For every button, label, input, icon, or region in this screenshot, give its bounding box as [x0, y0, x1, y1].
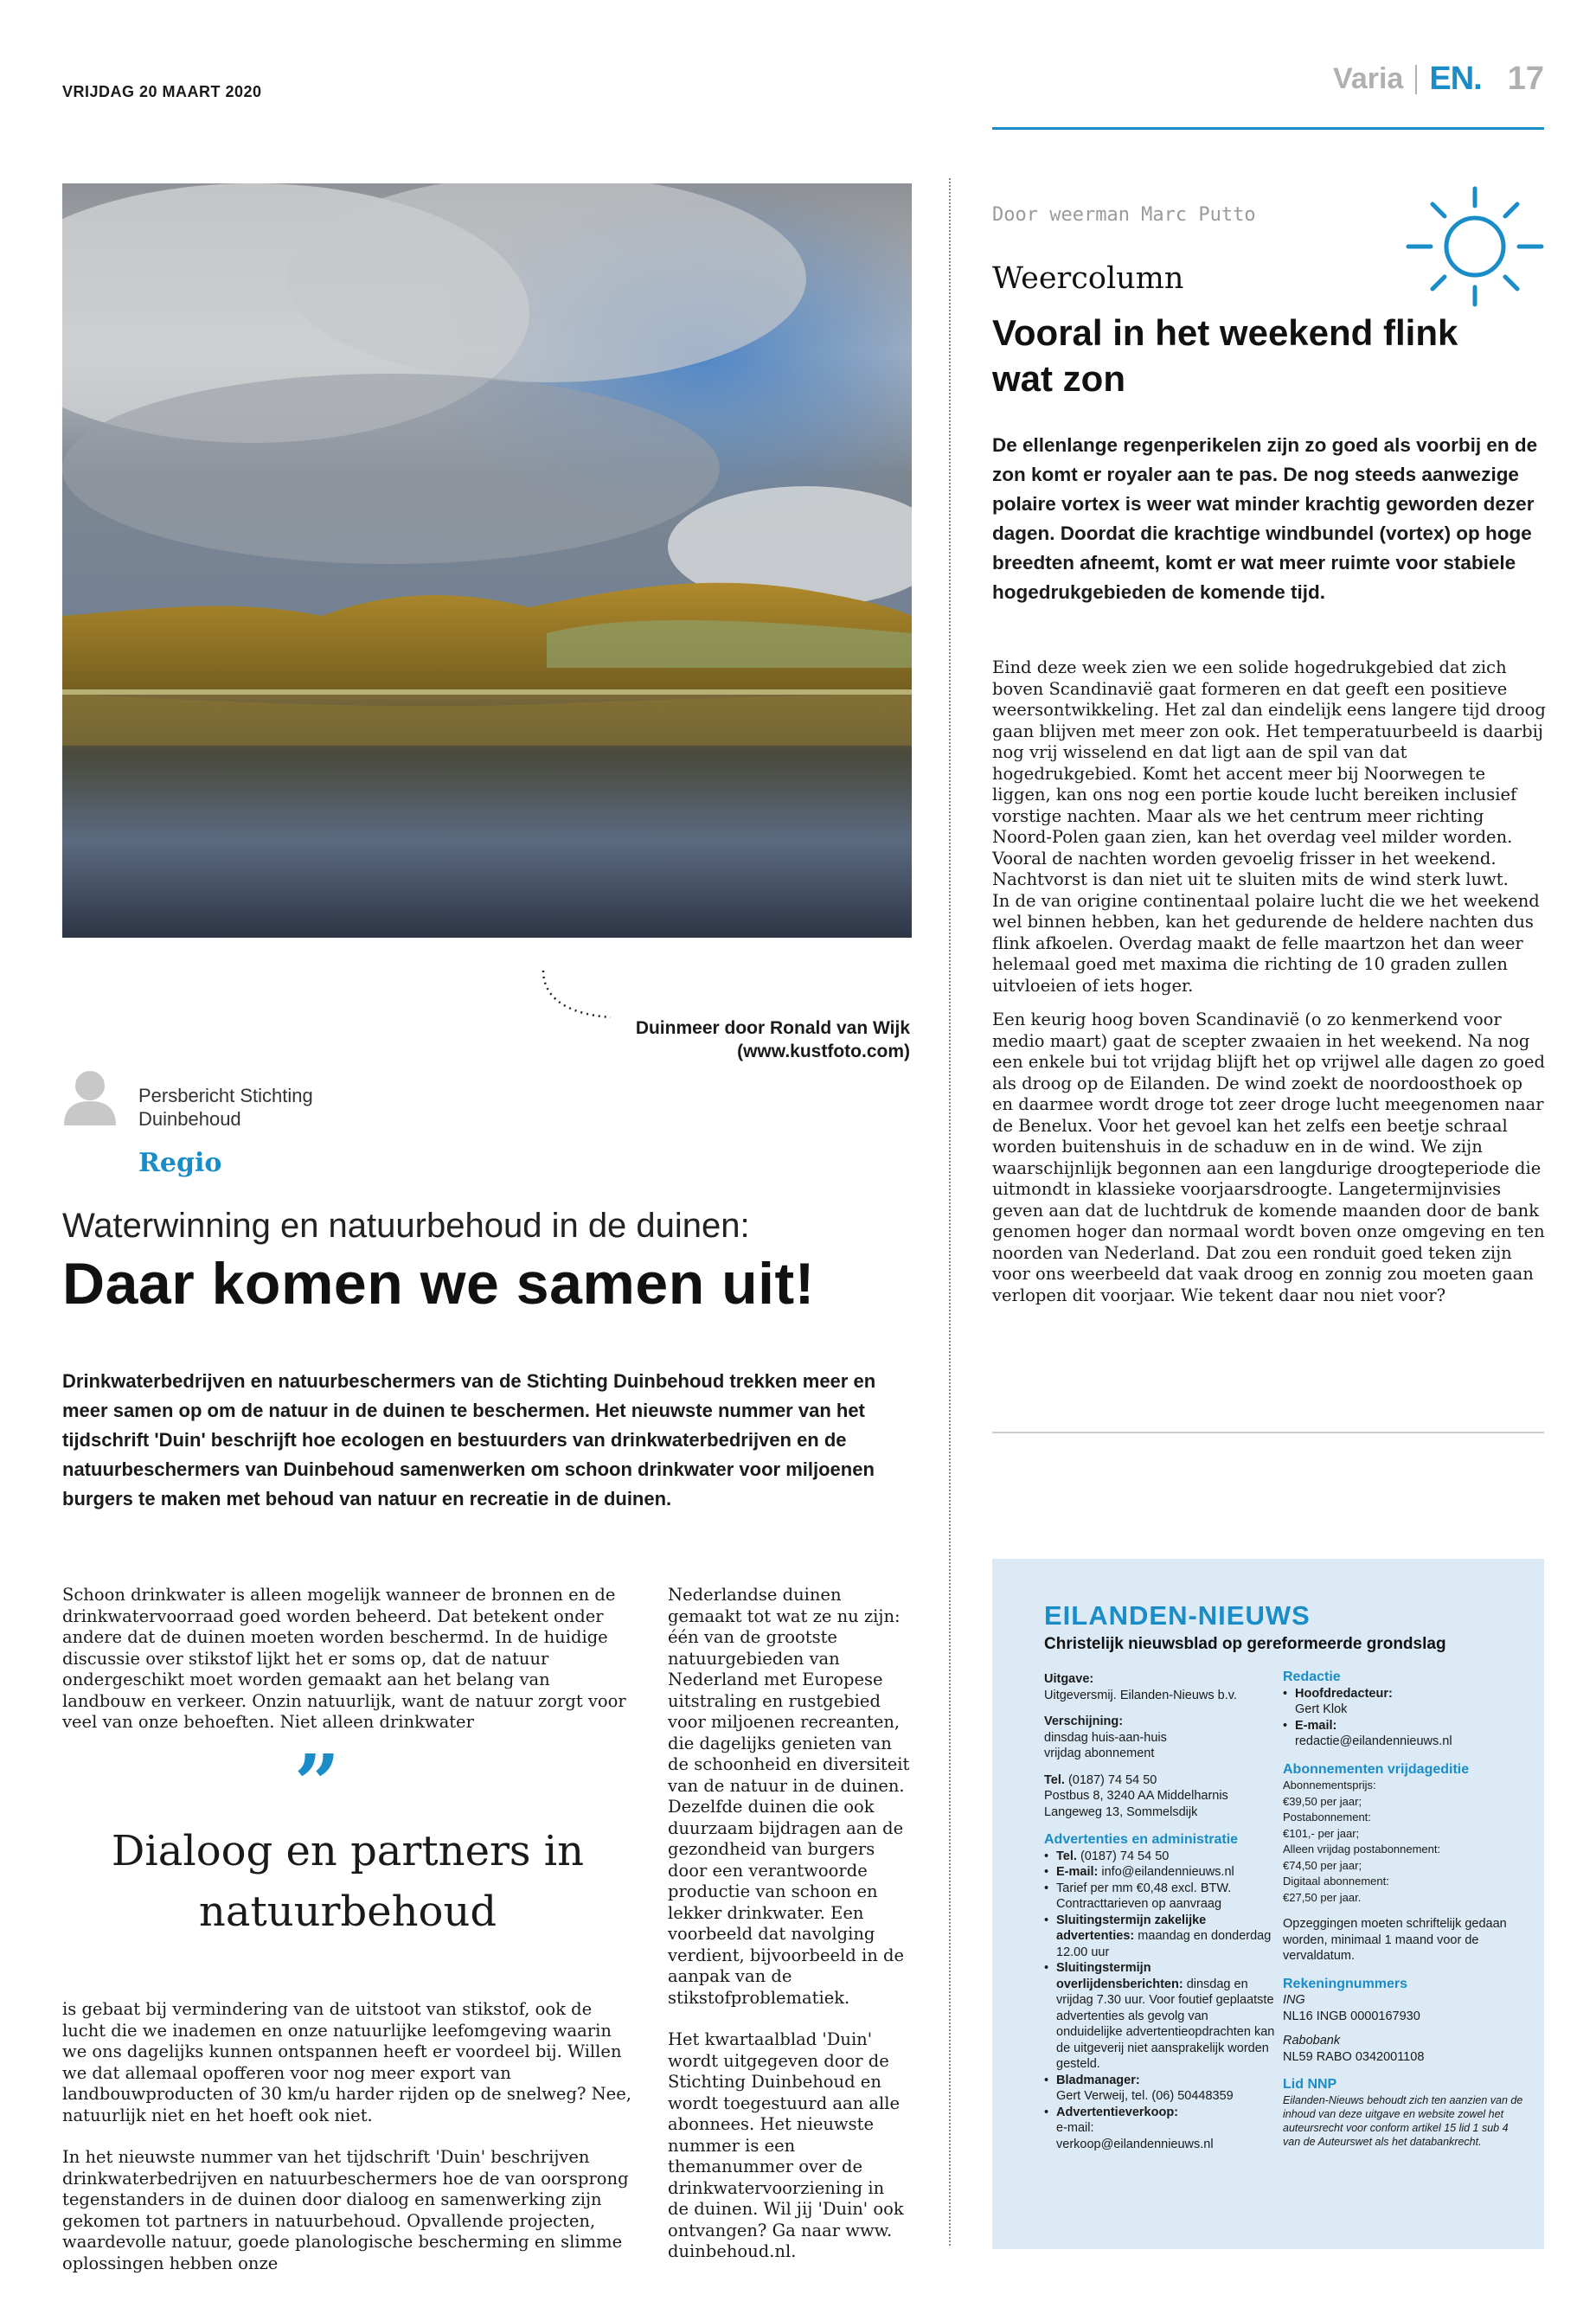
article-column-1-top [62, 1585, 633, 1754]
dune-lake-photo [62, 183, 912, 938]
weather-column-label: Weercolumn [992, 261, 1184, 296]
issue-date: VRIJDAG 20 MAART 2020 [62, 83, 262, 100]
adv-sluit-ov-label: Sluitingstermijn overlijdensberichten: [1056, 1961, 1183, 1991]
author-avatar [62, 1068, 118, 1129]
caption-arrow [536, 969, 614, 1024]
abo-label: Postabonnement: [1283, 1811, 1371, 1823]
uitgave-label: Uitgave: [1044, 1672, 1094, 1686]
abo-value: €27,50 per jaar. [1283, 1890, 1362, 1904]
article-column-2 [668, 1585, 910, 2284]
nnp-text: Eilanden-Nieuws behoudt zich ten aanzien van de inhoud van deze uitgave en website zowel het auteursrecht voor conform artikel 15 lid 1 sub 4 van de Auteurswet als het databankrecht. [1283, 2093, 1523, 2148]
colophon-left [1044, 1671, 1278, 2152]
abo-label: Abonnementsprijs: [1283, 1779, 1376, 1791]
abo-value: €101,- per jaar; [1283, 1826, 1360, 1840]
photo-caption: Duinmeer door Ronald van Wijk (www.kustfoto.com) [635, 1018, 910, 1061]
address-line: Langeweg 13, Sommelsdijk [1044, 1804, 1198, 1819]
header-divider [1415, 65, 1417, 94]
rabo-number: NL59 RABO 0342001108 [1283, 2049, 1425, 2064]
adv-tel-label: Tel. [1056, 1849, 1077, 1863]
article-kicker: Waterwinning en natuurbehoud in de duinen: [62, 1207, 750, 1245]
weather-byline: Door weerman Marc Putto [992, 204, 1256, 226]
bladmanager-label: Bladmanager: [1056, 2073, 1140, 2087]
colophon-right [1283, 1670, 1525, 2149]
verkoop-email-link[interactable]: verkoop@eilandennieuws.nl [1056, 2137, 1214, 2151]
article-paragraph: Schoon drinkwater is alleen mogelijk wanneer de bronnen en de drinkwatervoorraad goed worden beheerd. Dat betekent onder andere dat de duinen moeten worden beschermd. In de huidige discussie over stikstof lijkt het er soms op, dat de natuur ondergeschikt moet worden gemaakt aan het belang van landbouw en verkeer. Onzin natuurlijk, want de natuur zorgt voor veel van onze behoeften. Niet alleen drinkwater [62, 1585, 626, 1732]
address-line: Postbus 8, 3240 AA Middelharnis [1044, 1789, 1228, 1803]
hoofdred-value: Gert Klok [1295, 1702, 1348, 1716]
abo-value: €74,50 per jaar; [1283, 1858, 1362, 1872]
verschijning-line: vrijdag abonnement [1044, 1747, 1155, 1760]
colophon-subtitle: Christelijk nieuwsblad op gereformeerde grondslag [1044, 1635, 1446, 1653]
tel-value: (0187) 74 54 50 [1067, 1772, 1157, 1787]
verkoop-label: Advertentieverkoop: [1056, 2105, 1179, 2119]
weather-headline: Vooral in het weekend flink wat zon [992, 312, 1458, 399]
ing-label: ING [1283, 1993, 1305, 2007]
hoofdred-label: Hoofdredacteur: [1295, 1686, 1393, 1701]
abo-label: Digitaal abonnement: [1283, 1875, 1389, 1888]
uitgave-value: Uitgeversmij. Eilanden-Nieuws b.v. [1044, 1688, 1237, 1702]
article-headline: Daar komen we samen uit! [62, 1251, 815, 1317]
adv-sluit-ov: dinsdag en vrijdag 7.30 uur. Voor foutief geplaatste advertenties als gevolg van onduidelijke advertentieopdrachten kan de uitgeverij niet aansprakelijk worden gesteld. [1056, 1977, 1275, 2071]
article-lead: Drinkwaterbedrijven en natuurbeschermers van de Stichting Duinbehoud trekken meer en meer samen op om de natuur in de duinen te beschermen. Het nieuwste nummer van het tijdschrift 'Duin' beschrijft hoe ecologen en bestuurders van drinkwaterbedrijven en de natuurbeschermers van Duinbehoud samenwerken om schoon drinkwater voor miljoenen burgers te maken met behoud van natuur en recreatie in de duinen. [62, 1370, 876, 1509]
weather-paragraph: In de van origine continentaal polaire lucht die we het weekend wel binnen hebben, kan het gedurende de heldere nachten dus flink afkoelen. Overdag maakt de felle maartzon het dan weer helemaal goed met maxima die richting de 10 graden zullen uitvloeien of iets hoger. [992, 890, 1540, 996]
weather-end-rule [992, 1432, 1544, 1433]
section-name: Varia [1333, 62, 1404, 95]
adv-email-link[interactable]: info@eilandennieuws.nl [1101, 1865, 1234, 1879]
adv-tel: (0187) 74 54 50 [1080, 1849, 1170, 1863]
article-paragraph: is gebaat bij vermindering van de uitstoot van stikstof, ook de lucht die we inademen en onze natuurlijke leefomgeving waarin we ons dagelijks kunnen ontspannen heeft er voordeel bij. Willen we dat allemaal opofferen voor nog meer export van landbouwproducten of 30 km/u harder rijden op de snelweg? Nee, natuurlijk niet en het hoeft ook niet. [62, 1999, 631, 2125]
article-paragraph: Nederlandse duinen gemaakt tot wat ze nu zijn: één van de grootste natuurgebieden van Nederland met Europese uitstraling en rustgebied voor miljoenen recreanten, die dagelijks genieten van de schoonheid en diversiteit van de natuur in de duinen. Dezelfde duinen die ook duurzaam bijdragen aan de gezondheid van burgers door een verantwoorde productie van schoon en lekker drinkwater. Een voorbeeld dat navolging verdient, bijvoorbeeld in de aanpak van de stikstofproblematiek. [668, 1585, 910, 2008]
article-column-1-bottom [62, 1999, 633, 2295]
page-header [1333, 61, 1544, 98]
page-number: 17 [1507, 61, 1544, 97]
tel-label: Tel. [1044, 1772, 1065, 1787]
adv-sluit-label: Sluitingstermijn zakelijke advertenties: [1056, 1913, 1207, 1943]
red-email-label: E-mail: [1295, 1718, 1337, 1733]
red-email-link[interactable]: redactie@eilandennieuws.nl [1295, 1734, 1452, 1748]
verschijning-label: Verschijning: [1044, 1715, 1124, 1728]
weather-paragraph: Eind deze week zien we een solide hogedrukgebied dat zich boven Scandinavië gaat formeren en dat geeft een positieve weersontwikkeling. Het zal dan eindelijk eens langere tijd droog gaan blijven met meer zon ook. Het temperatuurbeeld is daarbij nog vrij wisselend en dat ligt aan de spil van dat hogedrukgebied. Komt het accent meer bij Noorwegen te liggen, kan ons nog een portie koude lucht bereiken inclusief vorstige nachten. Maar als we het centrum meer richting Noord-Polen gaan zien, kan het overdag veel milder worden. Vooral de nachten worden gevoelig frisser in het weekend. Nachtvorst is dan niet uit te sluiten mits de wind sterk luwt. [992, 657, 1546, 889]
weather-body-1 [992, 657, 1546, 997]
abonnementen-heading: Abonnementen vrijdageditie [1283, 1761, 1470, 1777]
weather-paragraph: Een keurig hoog boven Scandinavië (o zo kenmerkend voor medio maart) gaat de scepter zwaaien in het weekend. Na nog een enkele bui tot vrijdag blijft het op vrijwel alle dagen zo goed als droog op de Eilanden. De wind zoekt de noordoosthoek op en daarmee wordt droge tot zeer droge lucht meegenomen naar de Benelux. Voor het gevoel kan het zelfs een beetje schraal worden buitenshuis in de schaduw en in de wind. We zijn waarschijnlijk begonnen aan een langdurige droogteperiode die uitmondt in klassieke voorjaarsdroogte. Langetermijnvisies geven aan dat de luchtdruk de komende maanden door de bank genomen hoger dan normaal wordt boven onze omgeving en ten noorden van Nederland. Dat zou een ronduit goed teken zijn voor ons weerbeeld dat vaak droog en zonnig zou moeten gaan verlopen dit voorjaar. Wie tekent daar nou niet voor? [992, 1009, 1546, 1305]
redactie-heading: Redactie [1283, 1670, 1341, 1684]
article-paragraph: In het nieuwste nummer van het tijdschrift 'Duin' beschrijven drinkwaterbedrijven en natuurbeschermers hoe de van oorsprong tegenstanders in de duinen door dialoog en samenwerking zijn gekomen tot partners in natuurbehoud. Opvallende projecten, waardevolle natuur, goede planologische bescherming en slimme oplossingen hebben onze [62, 2147, 629, 2273]
pull-quote: Dialoog en partners in natuurbehoud [111, 1827, 585, 1936]
brand-logo: EN. [1429, 61, 1482, 97]
weather-lead: De ellenlange regenperikelen zijn zo goed als voorbij en de zon komt er royaler aan te pas. De nog steeds aanwezige polaire vortex is weer wat minder krachtig geworden dezer dagen. Doordat die krachtige windbundel (vortex) op hoge breedten afneemt, komt er wat meer ruimte voor stabiele hogedrukgebieden de komende tijd. [992, 434, 1538, 603]
abo-label: Alleen vrijdag postabonnement: [1283, 1843, 1441, 1856]
article-category[interactable]: Regio [138, 1148, 222, 1178]
colophon-box [992, 1559, 1544, 2249]
adv-sluit: maandag en donderdag 12.00 uur [1056, 1929, 1272, 1959]
nnp-heading: Lid NNP [1283, 2077, 1337, 2092]
article-byline: Persbericht Stichting Duinbehoud [138, 1085, 313, 1130]
adv-email-label: E-mail: [1056, 1865, 1099, 1879]
abo-value: €39,50 per jaar; [1283, 1794, 1362, 1808]
rekeningnummers-heading: Rekeningnummers [1283, 1976, 1408, 1991]
weather-body-2 [992, 1009, 1546, 1306]
adv-contract: Contracttarieven op aanvraag [1056, 1897, 1222, 1911]
bladmanager-value: Gert Verweij, tel. (06) 50448359 [1056, 2089, 1234, 2103]
eilanden-nieuws-logo: EILANDEN-NIEUWS [1044, 1600, 1311, 1631]
verkoop-email-label: e-mail: [1056, 2121, 1094, 2135]
adv-tarief: • Tarief per mm €0,48 excl. BTW. [1044, 1881, 1278, 1897]
sun-icon [1401, 182, 1548, 315]
advertenties-heading: Advertenties en administratie [1044, 1832, 1239, 1847]
rabo-label: Rabobank [1283, 2034, 1341, 2048]
quote-icon: ” [294, 1737, 340, 1830]
article-paragraph: Het kwartaalblad 'Duin' wordt uitgegeven door de Stichting Duinbehoud en wordt toegestuurd aan alle abonnees. Het nieuwste nummer is een themanummer over de drinkwatervoorziening in de duinen. Wil jij 'Duin' ook ontvangen? Ga naar www. duinbehoud.nl. [668, 2029, 904, 2261]
opzegging-note: Opzeggingen moeten schriftelijk gedaan worden, minimaal 1 maand voor de vervaldatum. [1283, 1917, 1507, 1963]
verschijning-line: dinsdag huis-aan-huis [1044, 1730, 1167, 1745]
header-rule [992, 127, 1544, 130]
ing-number: NL16 INGB 0000167930 [1283, 2009, 1420, 2023]
column-divider [949, 178, 951, 2246]
